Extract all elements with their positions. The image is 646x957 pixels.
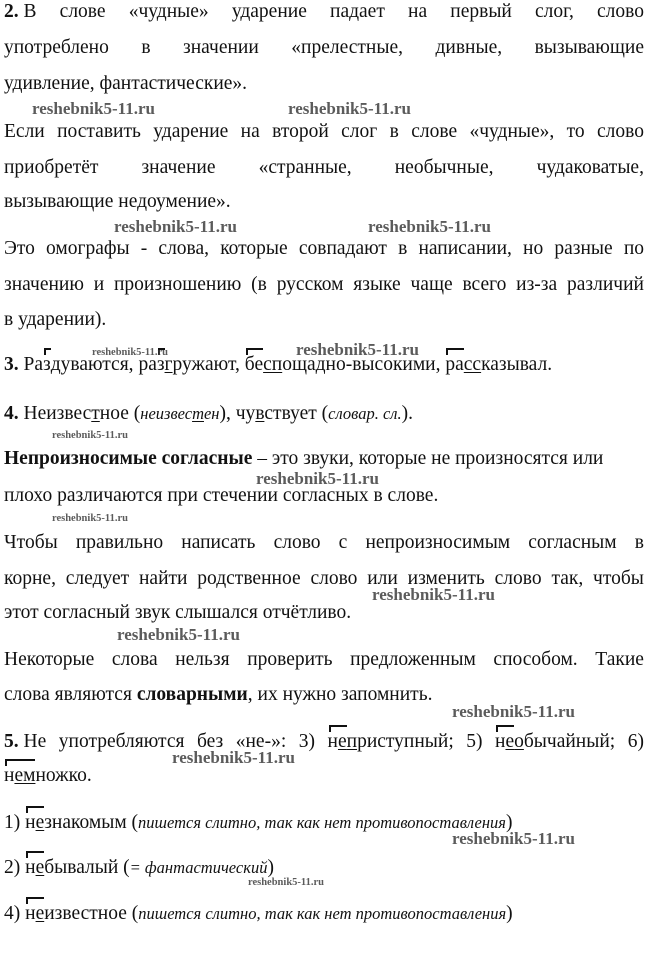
word-besposhchadno: беспощадно-высокими, — [244, 354, 441, 375]
item-number: 3. — [4, 354, 19, 375]
watermark: reshebnik5-11.ru — [117, 625, 240, 644]
p2-line-8: значению и произношению (в русском языке чаще всего из-за различий — [4, 274, 644, 295]
p5-item-2: 2) небывалый (= фантастический) — [4, 857, 274, 878]
watermark: reshebnik5-11.ru — [368, 217, 491, 236]
watermark: reshebnik5-11.ru — [52, 430, 128, 441]
p4-line: 4. Неизвестное (неизвестен), чувствует (словар. сл.). — [4, 403, 413, 424]
p2-line-5: приобретёт значение «странные, необычные, чудаковатые, — [4, 157, 644, 178]
def-line-3: Чтобы правильно написать слово с непроизносимым согласным в — [4, 532, 644, 553]
watermark: reshebnik5-11.ru — [372, 585, 495, 604]
p2-line-9: в ударении). — [4, 309, 107, 330]
word-neobychainyi: необычайный; — [495, 731, 616, 752]
def-line-6: Некоторые слова нельзя проверить предложенным способом. Такие — [4, 649, 644, 670]
item-number: 5. — [4, 731, 19, 752]
key-term: словарными — [136, 684, 248, 705]
watermark: reshebnik5-11.ru — [288, 99, 411, 118]
p5-line-2 — [4, 764, 644, 788]
watermark: reshebnik5-11.ru — [52, 513, 128, 524]
term-heading: Непроизносимые согласные — [4, 448, 253, 469]
p2-line-6: вызывающие недоумение». — [4, 191, 231, 212]
word-nemnozhko: немножко. — [4, 765, 92, 786]
word-nepristupnyi: неприступный; — [327, 731, 454, 752]
explanation: пишется слитно, так как нет противопоставления — [138, 904, 507, 923]
item-number: 4. — [4, 403, 19, 424]
check-word: неизвестен — [140, 404, 220, 423]
p2-line-7: Это омографы - слова, которые совпадают в написании, но разные по — [4, 238, 644, 259]
word-rasskazyval: рассказывал. — [445, 354, 553, 375]
watermark: reshebnik5-11.ru — [452, 702, 575, 721]
def-line-7: слова являются словарными, их нужно запомнить. — [4, 684, 433, 705]
p5-item-4: 4) неизвестное (пишется слитно, так как нет противопоставления) — [4, 903, 513, 924]
p2-line-4: Если поставить ударение на второй слог в слове «чудные», то слово — [4, 121, 644, 142]
def-line-2: плохо различаются при стечении согласных в слове. — [4, 485, 439, 506]
p2-line-2: употреблено в значении «прелестные, дивные, вызывающие — [4, 37, 644, 58]
watermark: reshebnik5-11.ru — [296, 340, 419, 359]
watermark: reshebnik5-11.ru — [114, 217, 237, 236]
watermark: reshebnik5-11.ru — [92, 347, 168, 358]
explanation: = фантастический — [129, 858, 268, 877]
def-line-1: Непроизносимые согласные – это звуки, которые не произносятся или — [4, 448, 604, 469]
dictionary-note: словар. сл. — [328, 404, 402, 423]
p5-line-1: 5. Не употребляются без «не-»: 3) неприступный; 5) необычайный; 6) — [4, 731, 644, 752]
def-line-4: корне, следует найти родственное слово или изменить слово так, чтобы — [4, 568, 644, 589]
watermark: reshebnik5-11.ru — [172, 748, 295, 767]
p2-line-1: 2. В слове «чудные» ударение падает на первый слог, слово — [4, 1, 644, 22]
word-razgruzhayut: разгружают, — [138, 354, 240, 375]
watermark: reshebnik5-11.ru — [256, 469, 379, 488]
explanation: пишется слитно, так как нет противопоставления — [138, 813, 506, 832]
def-line-5: этот согласный звук слышался отчётливо. — [4, 602, 352, 623]
watermark: reshebnik5-11.ru — [248, 877, 324, 888]
watermark: reshebnik5-11.ru — [452, 829, 575, 848]
item-number: 2. — [4, 1, 19, 22]
p2-line-3: удивление, фантастические». — [4, 73, 248, 94]
word-razduvayutsya: Раздуваются, — [23, 354, 134, 375]
p5-item-1: 1) незнакомым (пишется слитно, так как нет противопоставления) — [4, 812, 513, 833]
watermark: reshebnik5-11.ru — [32, 99, 155, 118]
